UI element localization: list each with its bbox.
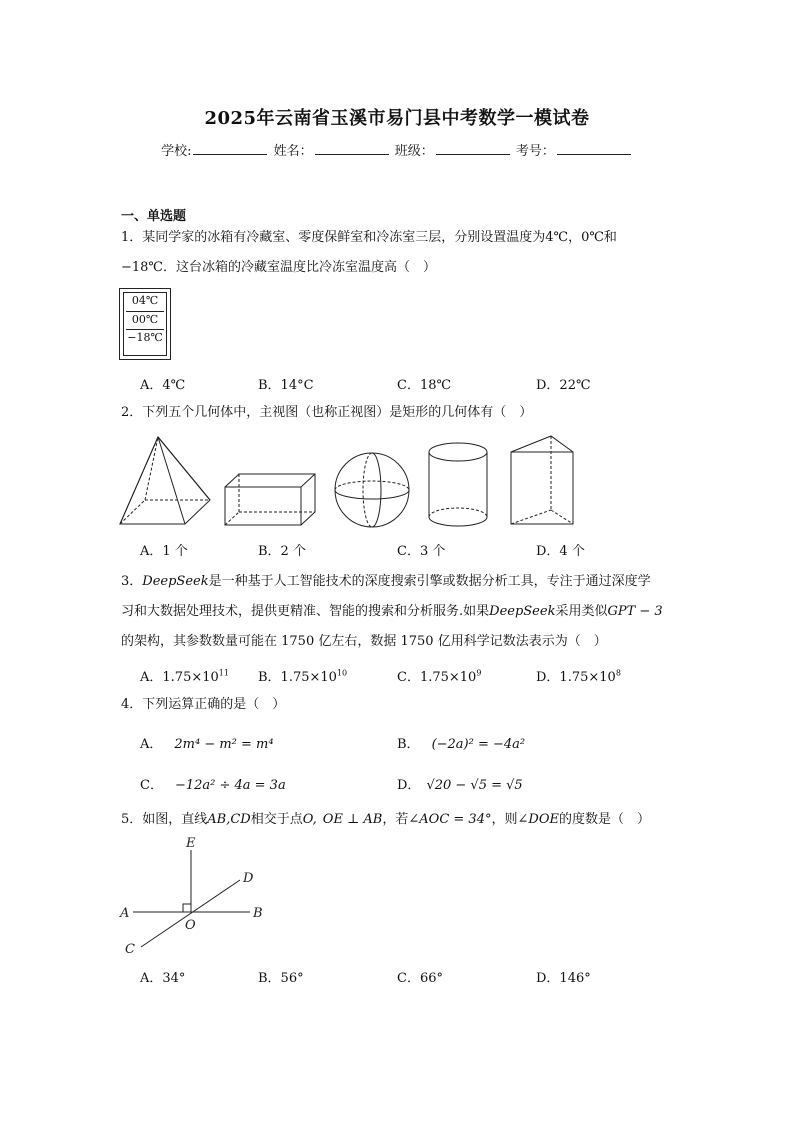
name-label: 姓名： bbox=[273, 144, 313, 159]
q4-option-a[interactable]: A． 2m⁴ − m² = m⁴ bbox=[140, 737, 274, 752]
cuboid-shape bbox=[225, 474, 315, 525]
q3-option-d[interactable]: D．$1.75\times 10^8$ bbox=[536, 668, 621, 685]
cylinder-shape bbox=[429, 443, 487, 526]
class-label: 班级： bbox=[394, 144, 434, 159]
exam-no-blank[interactable] bbox=[557, 142, 631, 155]
label-e: E bbox=[186, 836, 196, 851]
q3-line1-text: 是一种基于人工智能技术的深度搜索引擎或数据分析工具，专注于通过深度学 bbox=[208, 574, 651, 589]
q2-option-a[interactable]: A．1 个 bbox=[140, 544, 188, 559]
deepseek-term-2: DeepSeek bbox=[489, 604, 556, 619]
pyramid-shape bbox=[120, 437, 210, 524]
page-title: 2025年云南省玉溪市易门县中考数学一模试卷 bbox=[204, 108, 590, 129]
right-angle-mark bbox=[183, 904, 191, 912]
q3-line3: 的架构，其参数数量可能在 1750 亿左右，数据 1750 亿用科学记数法表示为（ ） bbox=[121, 634, 607, 649]
q3-option-a[interactable]: A．$1.75\times 10^{11}$ bbox=[140, 668, 229, 685]
section-title: 一、单选题 bbox=[121, 209, 187, 224]
q5-text: 5．如图，直线AB,CD相交于点O, OE ⊥ AB，若∠AOC = 34°，则∠DOE的度数是（ ） bbox=[121, 812, 650, 827]
label-b: B bbox=[253, 906, 263, 921]
exam-no-label: 考号： bbox=[515, 144, 555, 159]
q1-option-b[interactable]: B．14°C bbox=[258, 378, 314, 393]
q3-line1 bbox=[121, 572, 651, 592]
q4-option-b[interactable]: B． (−2a)² = −4a² bbox=[397, 737, 526, 752]
q4-text: 4．下列运算正确的是（ ） bbox=[121, 697, 286, 712]
fridge-compartment-top: 04℃ bbox=[131, 294, 159, 307]
q2-option-d[interactable]: D．4 个 bbox=[536, 544, 585, 559]
q5-option-d[interactable]: D．146° bbox=[536, 971, 591, 986]
class-blank[interactable] bbox=[436, 142, 510, 155]
deepseek-term: DeepSeek bbox=[142, 574, 209, 589]
q2-text: 2．下列五个几何体中，主视图（也称正视图）是矩形的几何体有（ ） bbox=[121, 405, 533, 420]
solids-figure bbox=[115, 432, 580, 532]
q1-line1: 1．某同学家的冰箱有冷藏室、零度保鲜室和冷冻室三层，分别设置温度为4℃，0℃和 bbox=[121, 230, 617, 245]
fridge-compartment-middle: 00℃ bbox=[131, 313, 159, 326]
q3-number: 3． bbox=[121, 574, 143, 589]
q1-option-d[interactable]: D．22℃ bbox=[536, 378, 591, 393]
fridge-compartment-bottom: −18℃ bbox=[127, 331, 163, 344]
q5-option-c[interactable]: C．66° bbox=[397, 971, 443, 986]
q3-option-c[interactable]: C．$1.75\times 10^9$ bbox=[397, 668, 482, 685]
q1-option-c[interactable]: C．18℃ bbox=[397, 378, 452, 393]
q3-line2-text-a: 习和大数据处理技术，提供更精准、智能的搜索和分析服务.如果 bbox=[121, 604, 490, 619]
q4-option-c[interactable]: C． −12a² ÷ 4a = 3a bbox=[140, 778, 286, 793]
label-o: O bbox=[185, 918, 196, 933]
q3-line2 bbox=[121, 602, 663, 622]
triangular-prism-shape bbox=[511, 436, 573, 524]
q4-option-d[interactable]: D． √20 − √5 = √5 bbox=[397, 778, 523, 793]
q2-option-c[interactable]: C．3 个 bbox=[397, 544, 446, 559]
q5-option-a[interactable]: A．34° bbox=[140, 971, 186, 986]
sphere-shape bbox=[335, 453, 409, 527]
q3-option-b[interactable]: B．$1.75\times 10^{10}$ bbox=[258, 668, 348, 685]
q1-line2: −18℃．这台冰箱的冷藏室温度比冷冻室温度高（ ） bbox=[121, 260, 436, 275]
label-a: A bbox=[120, 906, 130, 921]
q5-option-b[interactable]: B．56° bbox=[258, 971, 304, 986]
school-blank[interactable] bbox=[193, 142, 267, 155]
school-label: 学校: bbox=[161, 144, 192, 159]
q1-option-a[interactable]: A．4℃ bbox=[140, 378, 186, 393]
intersecting-lines-figure bbox=[115, 835, 275, 957]
q3-line2-text-b: 采用类似 bbox=[555, 604, 608, 619]
name-blank[interactable] bbox=[315, 142, 389, 155]
gpt3-term: GPT − 3 bbox=[607, 604, 663, 619]
q2-option-b[interactable]: B．2 个 bbox=[258, 544, 306, 559]
label-c: C bbox=[125, 942, 135, 957]
fridge-figure bbox=[119, 288, 171, 360]
student-info-line bbox=[0, 140, 794, 159]
label-d: D bbox=[243, 871, 254, 886]
